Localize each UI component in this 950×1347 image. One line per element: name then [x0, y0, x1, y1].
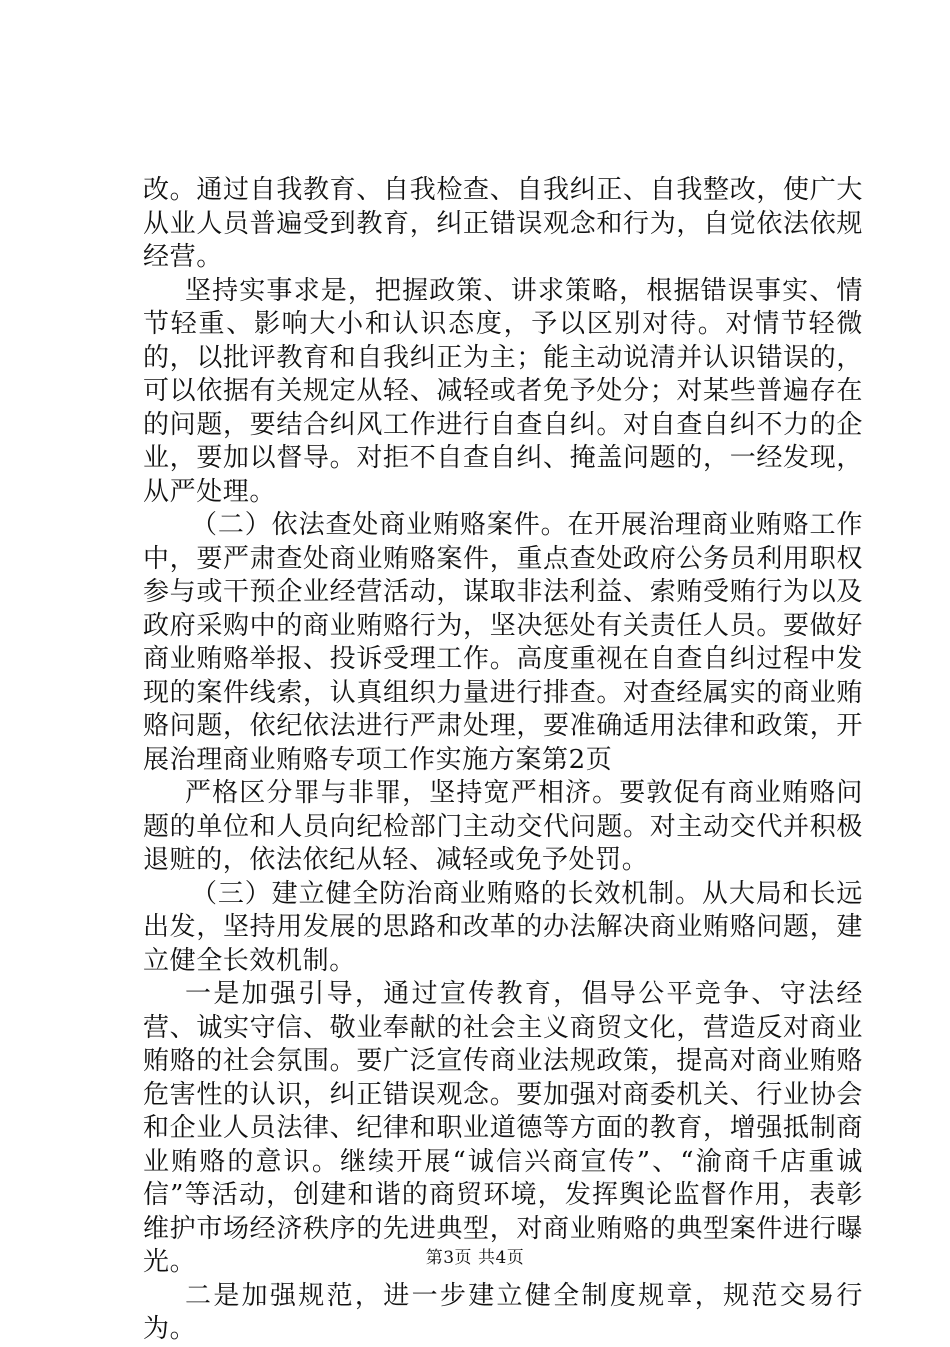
paragraph-section-three-mechanism: （三）建立健全防治商业贿赂的长效机制。从大局和长远出发，坚持用发展的思路和改革的办法解决商业贿赂问题，建立健全长效机制。 — [143, 878, 863, 976]
paragraph-section-two-investigation: （二）依法查处商业贿赂案件。在开展治理商业贿赂工作中，要严肃查处商业贿赂案件，重点查处政府公务员利用职权参与或干预企业经营活动，谋取非法利益、索贿受贿行为以及政府采购中的商业贿赂行为，坚决惩处有关责任人员。要做好商业贿赂举报、投诉受理工作。高度重视在自查自纠过程中发现的案件线索，认真组织力量进行排查。对查经属实的商业贿赂问题，依纪依法进行严肃处理，要准确适用法律和政策，开展治理商业贿赂专项工作实施方案第2页 — [143, 510, 863, 775]
paragraph-strengthen-regulation: 二是加强规范，进一步建立健全制度规章，规范交易行为。 — [143, 1280, 863, 1344]
paragraph-strengthen-guidance: 一是加强引导，通过宣传教育，倡导公平竞争、守法经营、诚实守信、敬业奉献的社会主义商贸文化，营造反对商业贿赂的社会氛围。要广泛宣传商业法规政策，提高对商业贿赂危害性的认识，纠正错误观念。要加强对商委机关、行业协会和企业人员法律、纪律和职业道德等方面的教育，增强抵制商业贿赂的意识。继续开展“诚信兴商宣传”、“渝商千店重诚信”等活动，创建和谐的商贸环境，发挥舆论监督作用，表彰维护市场经济秩序的先进典型，对商业贿赂的典型案件进行曝光。 — [143, 979, 863, 1277]
page-number-footer: 第3页 共4页 — [425, 1248, 525, 1268]
paragraph-distinguish-crime: 严格区分罪与非罪，坚持宽严相济。要敦促有商业贿赂问题的单位和人员向纪检部门主动交代问题。对主动交代并积极退赃的，依法依纪从轻、减轻或免予处罚。 — [143, 778, 863, 875]
document-body — [143, 174, 863, 1347]
paragraph-fact-based-handling: 坚持实事求是，把握政策、讲求策略，根据错误事实、情节轻重、影响大小和认识态度，予以区别对待。对情节轻微的，以批评教育和自我纠正为主；能主动说清并认识错误的，可以依据有关规定从轻、减轻或者免予处分；对某些普遍存在的问题，要结合纠风工作进行自查自纠。对自查自纠不力的企业，要加以督导。对拒不自查自纠、掩盖问题的，一经发现，从严处理。 — [143, 275, 863, 507]
paragraph-continuation: 改。通过自我教育、自我检查、自我纠正、自我整改，使广大从业人员普遍受到教育，纠正错误观念和行为，自觉依法依规经营。 — [143, 175, 863, 272]
